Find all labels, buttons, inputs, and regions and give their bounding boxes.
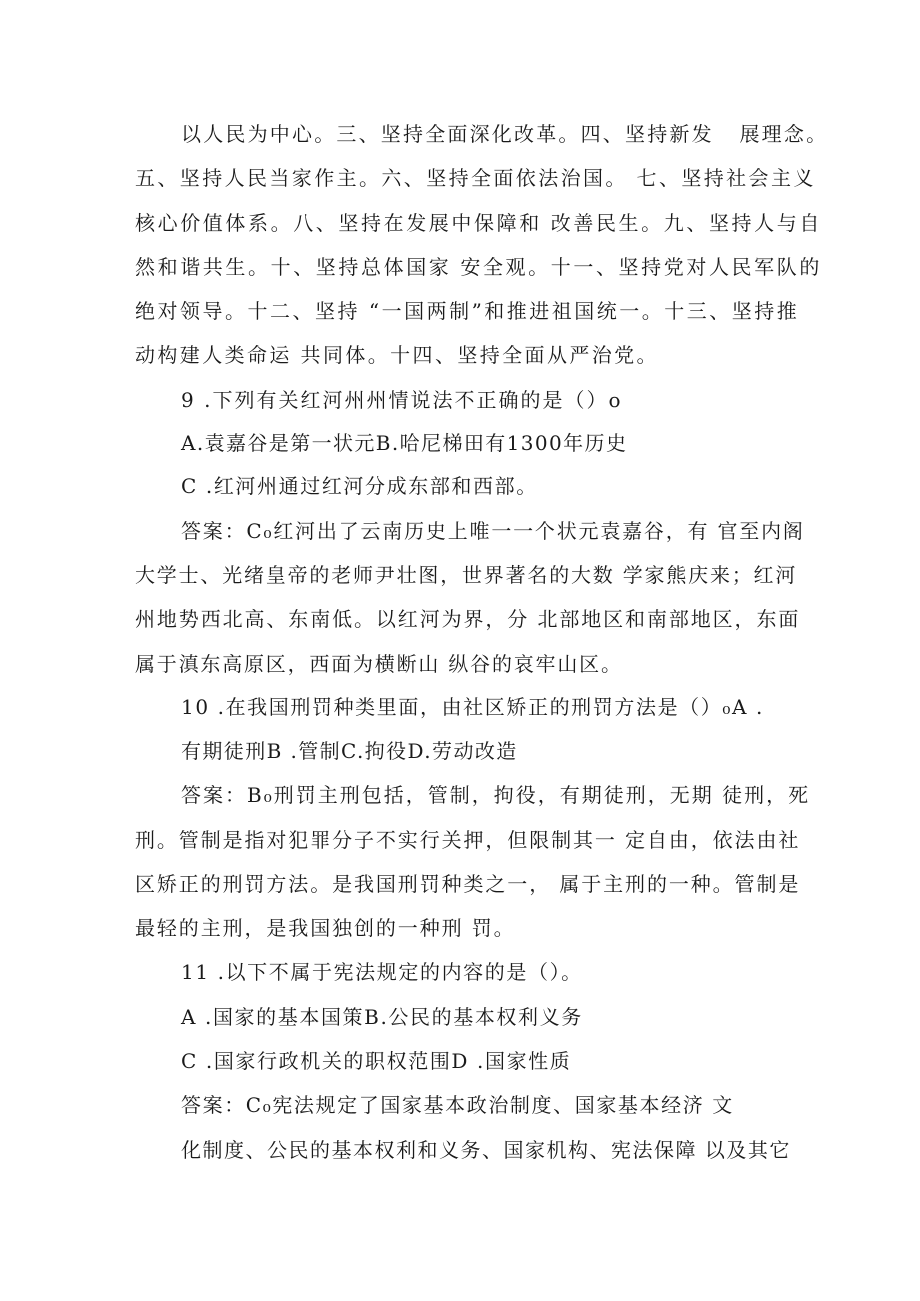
answer-11-line: 答案：C₀宪法规定了国家基本政治制度、国家基本经济 文	[181, 1093, 734, 1117]
answer-9-line: 州地势西北高、东南低。以红河为界，分 北部地区和南部地区，东面	[135, 607, 801, 631]
question-9-options-ab: A.袁嘉谷是第一状元B.哈尼梯田有1300年历史	[181, 431, 628, 455]
answer-10-line: 最轻的主刑，是我国独创的一种刑 罚。	[135, 916, 516, 940]
text-line: 然和谐共生。十、坚持总体国家 安全观。十一、坚持党对人民军队的	[135, 255, 822, 279]
text-line: 以人民为中心。三、坚持全面深化改革。四、坚持新发 展理念。	[181, 122, 829, 146]
question-10: 10 .在我国刑罚种类里面，由社区矫正的刑罚方法是（）₀A .	[181, 695, 764, 719]
text-line: 五、坚持人民当家作主。六、坚持全面依法治国。 七、坚持社会主义	[135, 166, 816, 190]
answer-9-line: 属于滇东高原区，西面为横断山 纵谷的哀牢山区。	[135, 652, 623, 676]
answer-9-line: 大学士、光绪皇帝的老师尹壮图，世界著名的大数 学家熊庆来；红河	[135, 563, 798, 587]
text-line: 绝对领导。十二、坚持 “一国两制”和推进祖国统一。十三、坚持推	[135, 299, 800, 323]
question-9: 9 .下列有关红河州州情说法不正确的是（）o	[181, 388, 623, 412]
text-line: 动构建人类命运 共同体。十四、坚持全面从严治党。	[135, 343, 659, 367]
answer-10-line: 刑。管制是指对犯罪分子不实行关押，但限制其一 定自由，依法由社	[135, 828, 801, 852]
answer-9-line: 答案：C₀红河出了云南历史上唯一一个状元袁嘉谷，有 官至内阁	[181, 519, 805, 543]
question-11: 11 .以下不属于宪法规定的内容的是（）。	[181, 960, 583, 984]
answer-11-line: 化制度、公民的基本权利和义务、国家机构、宪法保障 以及其它	[181, 1138, 791, 1162]
question-9-option-c: C .红河州通过红河分成东部和西部。	[181, 474, 538, 498]
question-10-options: 有期徒刑B .管制C.拘役D.劳动改造	[181, 739, 518, 763]
answer-10-line: 区矫正的刑罚方法。是我国刑罚种类之一， 属于主刑的一种。管制是	[135, 872, 801, 896]
question-11-options-ab: A .国家的基本国策B.公民的基本权利义务	[181, 1005, 583, 1029]
answer-10-line: 答案：B₀刑罚主刑包括，管制，拘役，有期徒刑，无期 徒刑，死	[181, 783, 811, 807]
question-11-options-cd: C .国家行政机关的职权范围D .国家性质	[181, 1049, 572, 1073]
text-line: 核心价值体系。八、坚持在发展中保障和 改善民生。九、坚持人与自	[135, 211, 822, 235]
